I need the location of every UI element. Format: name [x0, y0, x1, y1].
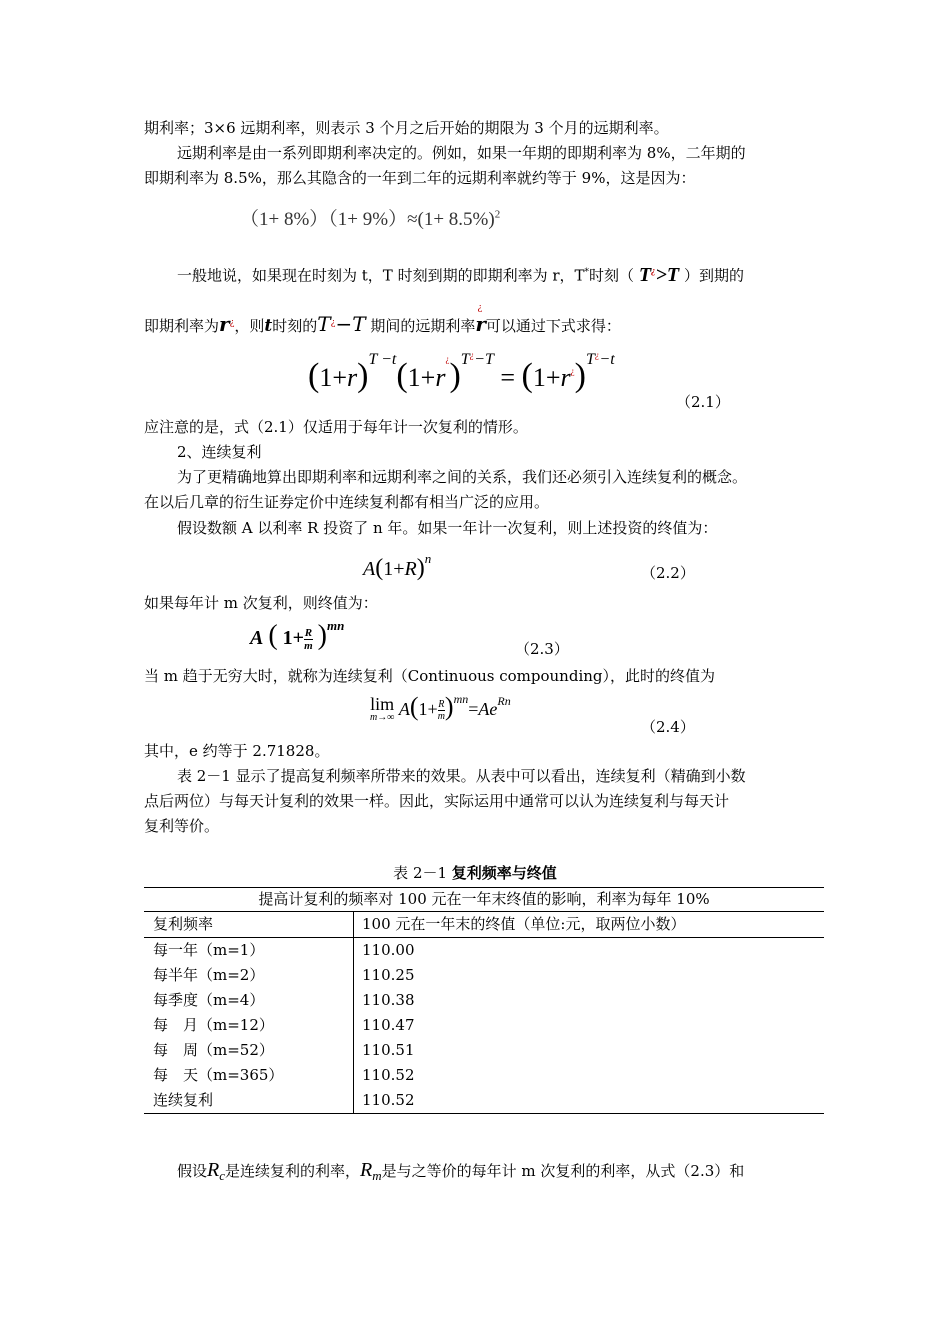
equation-2-4: lim m→∞ A(1+ $\frac{R}{m}$ )$^{mn}=Ae^{Rn}$ [370, 692, 511, 723]
equation-body: （1+ 8%）（1+ 9%）≈(1+ 8.5%) [240, 209, 495, 230]
paragraph-text: 点后两位）与每天计复利的效果一样。因此，实际运用中通常可以认为连续复利与每天计 [144, 792, 730, 810]
inline-math-rstar: r [219, 312, 230, 336]
table-cell: 110.25 [362, 966, 415, 984]
q-mark: ¿ [477, 303, 483, 313]
paragraph-text: 应注意的是，式（2.1）仅适用于每年计一次复利的情形。 [144, 418, 528, 436]
equation-2-3: A ( 1+ $\frac{R}{m}$ )$^{mn}$ [250, 618, 345, 652]
paragraph-text: 复利等价。 [144, 817, 220, 835]
table-column-divider [353, 911, 354, 1113]
paragraph-text: 为了更精确地算出即期利率和远期利率之间的关系，我们还必须引入连续复利的概念。 [177, 468, 748, 486]
q-mark: ¿ [229, 318, 235, 328]
equation-number: （2.1） [676, 393, 730, 411]
text-run: ）到期的 [683, 266, 744, 285]
paragraph-text [177, 260, 744, 286]
equation-number: （2.2） [641, 564, 695, 582]
inline-math-rm: $R_m$ [360, 1159, 382, 1183]
inline-math-tstar-gt-t: T¿>T [638, 263, 680, 286]
table-cell: 110.47 [362, 1016, 415, 1034]
text-run: 一般地说，如果现在时刻为 t，T 时刻到期的即期利率为 r，T [177, 266, 585, 285]
inline-math-t: t [264, 316, 273, 336]
text-run: 即期利率为 [144, 317, 220, 335]
table-cell: 110.52 [362, 1066, 415, 1084]
q-mark: ¿ [651, 265, 656, 275]
paragraph-text: 期利率；3×6 远期利率，则表示 3 个月之后开始的期限为 3 个月的远期利率。 [144, 119, 669, 137]
text-run: 时刻（ [589, 266, 635, 285]
table-cell: 110.00 [362, 941, 415, 959]
section-heading: 2、连续复利 [177, 443, 262, 461]
table-cell: 每 月（m=12） [153, 1016, 274, 1034]
equation-2-1: $(1+r)^{T -t}(1+r^¿)^{T^¿-T} = (1+r^¿)^{T^¿-t}$ [308, 350, 615, 394]
table-header-cell: 复利频率 [153, 915, 214, 933]
equation-number: （2.3） [515, 640, 569, 658]
table-cell: 每季度（m=4） [153, 991, 265, 1009]
inline-math-rc: $R_c$ [207, 1159, 226, 1183]
paragraph-text: 其中，e 约等于 2.71828。 [144, 742, 330, 760]
table-cell: 连续复利 [153, 1091, 214, 1109]
table-cell: 110.52 [362, 1091, 415, 1109]
table-rule [144, 937, 824, 938]
table-cell: 110.51 [362, 1041, 415, 1059]
text-run: ，则 [234, 317, 265, 335]
inline-math-rhat: ¿ r [475, 314, 486, 336]
text-run: 是与之等价的每年计 m 次复利的利率，从式（2.3）和 [381, 1162, 745, 1180]
equation-forward-rate-example [240, 204, 500, 231]
table-subtitle: 提高计复利的频率对 100 元在一年末终值的影响，利率为每年 10% [258, 890, 710, 908]
table-cell: 每半年（m=2） [153, 966, 265, 984]
equation-2-2: $A(1+R)^n$ [363, 551, 432, 581]
paragraph-text: 如果每年计 m 次复利，则终值为： [144, 594, 378, 612]
caption-prefix: 表 2－1 [393, 864, 452, 882]
table-cell: 每 周（m=52） [153, 1041, 274, 1059]
text-run: 是连续复利的利率， [225, 1162, 361, 1180]
equation-exponent: 2 [494, 208, 501, 221]
paragraph-text: 即期利率为 8.5%，那么其隐含的一年到二年的远期利率就约等于 9%，这是因为： [144, 169, 696, 187]
table-cell: 每 天（m=365） [153, 1066, 284, 1084]
text-run: 时刻的 [272, 317, 318, 335]
table-cell: 110.38 [362, 991, 415, 1009]
paragraph-text [177, 1160, 744, 1186]
star-superscript: * [584, 267, 590, 278]
table-caption [0, 863, 950, 883]
paragraph-text: 表 2－1 显示了提高复利频率所带来的效果。从表中可以看出，连续复利（精确到小数 [177, 767, 746, 785]
q-mark: ¿ [330, 318, 336, 328]
inline-math-tstar-minus-t: T [317, 312, 331, 336]
table-cell: 每一年（m=1） [153, 941, 265, 959]
paragraph-text: 在以后几章的衍生证券定价中连续复利都有相当广泛的应用。 [144, 493, 550, 511]
table-rule [144, 887, 824, 888]
equation-number: （2.4） [641, 718, 695, 736]
paragraph-text: 即期利率为r¿，则t时刻的T¿−T 期间的远期利率 ¿ r可以通过下式求得： [144, 313, 621, 336]
q-mark: ¿ [445, 354, 450, 364]
table-rule [144, 1113, 824, 1114]
paragraph-text: 远期利率是由一系列即期利率决定的。例如，如果一年期的即期利率为 8%，二年期的 [177, 144, 746, 162]
paragraph-text: 当 m 趋于无穷大时，就称为连续复利（Continuous compounding），此时的终值为 [144, 667, 716, 685]
table-header-cell: 100 元在一年末的终值（单位:元，取两位小数） [362, 915, 686, 933]
table-rule [144, 911, 824, 912]
text-run: 假设 [177, 1162, 208, 1180]
text-run: 期间的远期利率 [370, 317, 476, 335]
caption-title: 复利频率与终值 [451, 864, 557, 882]
text-run: 可以通过下式求得： [485, 317, 621, 335]
paragraph-text: 假设数额 A 以利率 R 投资了 n 年。如果一年计一次复利，则上述投资的终值为： [177, 519, 718, 537]
